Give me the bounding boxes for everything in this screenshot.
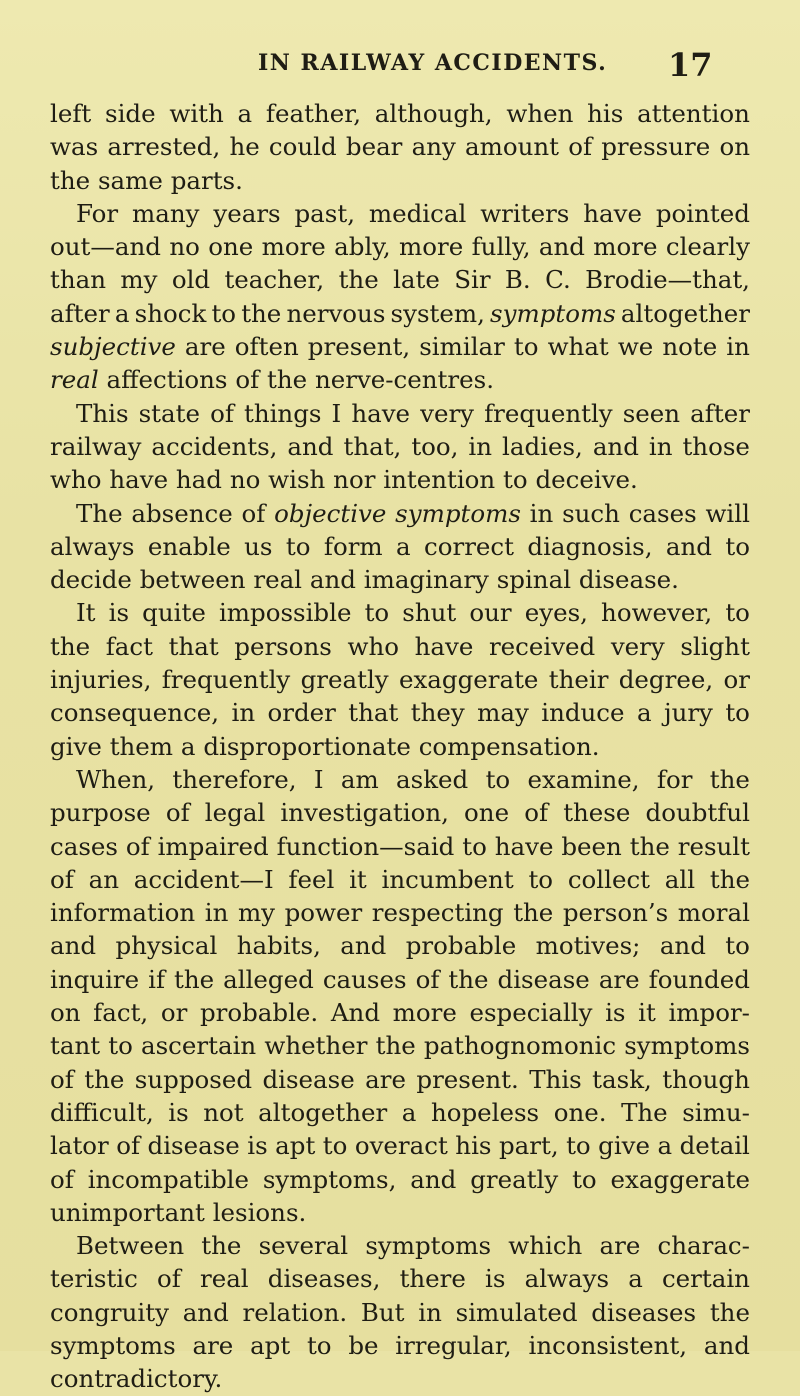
text-line: of an accident—I feel it incumbent to collect all the (50, 864, 750, 894)
body-text (50, 97, 750, 1396)
text-line: purpose of legal investigation, one of these doubtful (50, 798, 750, 828)
running-head-title: IN RAILWAY ACCIDENTS. (258, 50, 608, 76)
running-head (0, 46, 800, 86)
text-line: left side with a feather, although, when his attention (50, 99, 750, 128)
text-line: was arrested, he could bear any amount of pressure on (50, 132, 750, 162)
text-line: contradictory. (50, 1364, 223, 1394)
text-line: teristic of real diseases, there is always a certain (50, 1264, 750, 1294)
text-line: inquire if the alleged causes of the disease are founded (50, 964, 750, 994)
text-line: after a shock to the nervous system, symptoms altogether (50, 298, 750, 328)
text-line: difficult, is not altogether a hopeless one. The simu- (50, 1097, 750, 1127)
text-line: When, therefore, I am asked to examine, for the (76, 764, 750, 794)
page-number: 17 (668, 46, 713, 84)
text-line: real affections of the nerve-centres. (50, 365, 494, 395)
text-line: unimportant lesions. (50, 1197, 307, 1227)
text-line: who have had no wish nor intention to deceive. (50, 465, 638, 495)
text-line: of incompatible symptoms, and greatly to exaggerate (50, 1164, 750, 1194)
text-line: subjective are often present, similar to what we note in (50, 332, 750, 362)
text-line: give them a disproportionate compensation. (50, 731, 600, 761)
text-line: cases of impaired function—said to have been the result (50, 831, 750, 861)
text-line: railway accidents, and that, too, in ladies, and in those (50, 431, 750, 461)
text-line: on fact, or probable. And more especially is it impor- (50, 998, 750, 1028)
text-line: symptoms are apt to be irregular, inconsistent, and (50, 1330, 750, 1360)
text-line: than my old teacher, the late Sir B. C. Brodie—that, (50, 265, 750, 295)
text-line: and physical habits, and probable motives; and to (50, 931, 750, 961)
text-line: lator of disease is apt to overact his part, to give a detail (50, 1131, 750, 1161)
text-line: congruity and relation. But in simulated diseases the (50, 1297, 750, 1327)
text-line: of the supposed disease are present. This task, though (50, 1064, 750, 1094)
text-line: information in my power respecting the person’s moral (50, 898, 750, 928)
text-line: tant to ascertain whether the pathognomonic symptoms (50, 1031, 750, 1061)
text-line: always enable us to form a correct diagnosis, and to (50, 531, 750, 561)
text-line: It is quite impossible to shut our eyes, however, to (76, 598, 750, 628)
text-line: decide between real and imaginary spinal disease. (50, 565, 679, 595)
text-line: For many years past, medical writers have pointed (76, 198, 750, 228)
text-line: out—and no one more ably, more fully, and more clearly (50, 232, 750, 262)
text-line: the fact that persons who have received very slight (50, 631, 750, 661)
text-line: consequence, in order that they may induce a jury to (50, 698, 750, 728)
text-line: injuries, frequently greatly exaggerate their degree, or (50, 665, 750, 695)
text-line: Between the several symptoms which are charac- (76, 1231, 750, 1261)
text-line: This state of things I have very frequently seen after (76, 398, 750, 428)
text-line: The absence of objective symptoms in such cases will (76, 498, 750, 528)
text-line: the same parts. (50, 165, 243, 195)
